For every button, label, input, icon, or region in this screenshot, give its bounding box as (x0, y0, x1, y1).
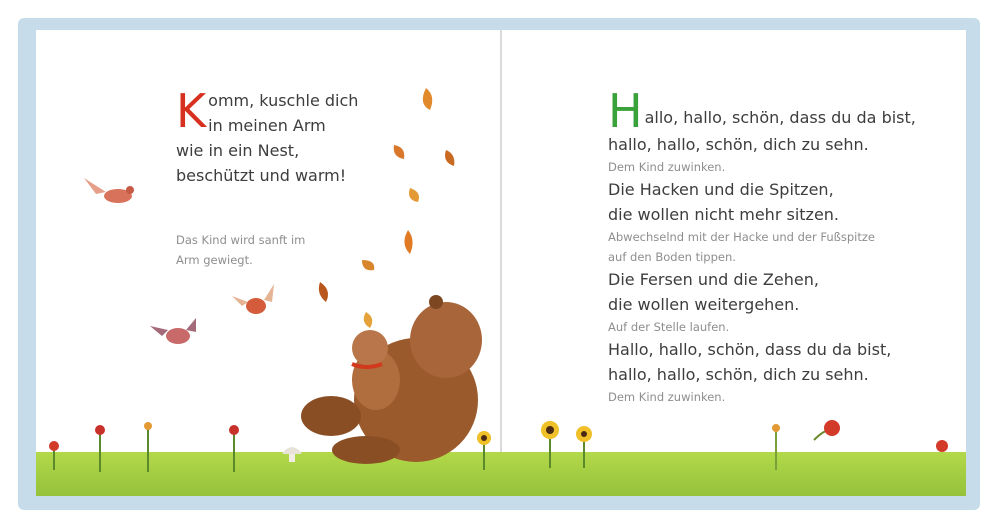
flower-icon (49, 441, 59, 470)
verse-line: Die Fersen und die Zehen, (608, 270, 819, 289)
leaf-icon (423, 88, 432, 110)
verse-line: hallo, hallo, schön, dich zu sehn. (608, 135, 869, 154)
sunflower-icon (576, 426, 592, 468)
leaf-icon (362, 260, 374, 270)
instruction-line: Dem Kind zuwinken. (608, 390, 726, 404)
right-drop-cap: H (608, 84, 643, 138)
verse-line: omm, kuschle dich (208, 91, 359, 110)
instruction-line: Das Kind wird sanft im (176, 233, 306, 247)
poppy-icon (936, 440, 948, 452)
instruction-line: auf den Boden tippen. (608, 250, 736, 264)
flower-icon (144, 422, 152, 472)
bird-icon (84, 178, 134, 203)
verse-line: die wollen nicht mehr sitzen. (608, 205, 840, 224)
left-drop-cap: K (176, 84, 207, 138)
instruction-line: Auf der Stelle laufen. (608, 320, 730, 334)
book-spread (36, 30, 966, 496)
verse-line: in meinen Arm (208, 116, 326, 135)
leaf-icon (394, 145, 405, 159)
instruction-line: Abwechselnd mit der Hacke und der Fußspitze (608, 230, 875, 244)
flower-icon (95, 425, 105, 472)
verse-line: Hallo, hallo, schön, dass du da bist, (608, 340, 892, 359)
leaf-icon (409, 188, 419, 202)
illustration-layer (36, 30, 966, 496)
leaf-icon (319, 282, 328, 302)
verse-line: allo, hallo, schön, dass du da bist, (644, 108, 916, 127)
verse-line: wie in ein Nest, (176, 141, 300, 160)
sunflower-icon (541, 421, 559, 468)
flower-icon (772, 424, 780, 470)
bear-illustration (301, 295, 482, 464)
bird-icon (150, 318, 196, 344)
verse-line: hallo, hallo, schön, dich zu sehn. (608, 365, 869, 384)
mushroom-icon (282, 447, 302, 462)
poppy-icon (814, 420, 840, 440)
leaf-icon (404, 230, 412, 254)
flower-icon (229, 425, 239, 472)
instruction-line: Arm gewiegt. (176, 253, 253, 267)
verse-line: Die Hacken und die Spitzen, (608, 180, 834, 199)
verse-line: die wollen weitergehen. (608, 295, 800, 314)
leaf-icon (364, 312, 373, 328)
leaf-icon (445, 150, 454, 166)
verse-line: beschützt und warm! (176, 166, 347, 185)
instruction-line: Dem Kind zuwinken. (608, 160, 726, 174)
sunflower-icon (477, 431, 491, 470)
bird-icon (232, 284, 274, 314)
